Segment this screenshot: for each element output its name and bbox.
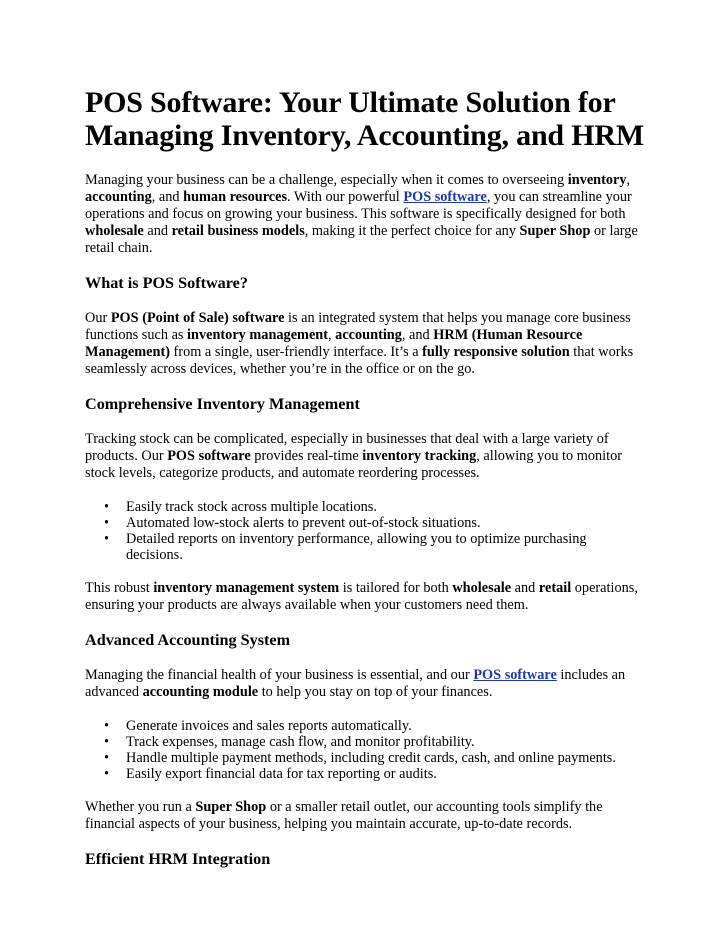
bullet-icon: • — [104, 515, 110, 531]
inventory-paragraph-1: Tracking stock can be complicated, especially in businesses that deal with a large variety of products. Our POS software provides real-time inventory tracking, allowing you to monitor stock levels, categorize products, and automate reordering processes. — [85, 431, 623, 481]
inventory-bullet-list — [85, 499, 645, 563]
bullet-icon: • — [104, 734, 110, 750]
bold-accounting: accounting — [85, 189, 152, 205]
pos-software-link[interactable]: POS software — [473, 667, 557, 683]
list-item: • Easily track stock across multiple locations. — [104, 499, 377, 515]
list-item: • Automated low-stock alerts to prevent out-of-stock situations. — [104, 515, 481, 531]
bullet-icon: • — [104, 499, 110, 515]
bold-inventory: inventory — [567, 172, 627, 188]
heading-accounting: Advanced Accounting System — [85, 631, 291, 649]
list-item: • Detailed reports on inventory performance, allowing you to optimize purchasing decisions. — [104, 531, 587, 563]
bold-wholesale: wholesale — [85, 223, 144, 239]
bullet-icon: • — [104, 766, 110, 782]
document-page — [85, 86, 645, 869]
bold-human-resources: human resources — [183, 189, 288, 205]
intro-paragraph: Managing your business can be a challenge, especially when it comes to overseeing inventory, accounting, and human resources. With our powerful POS software, you can streamline your operations and focus on growing your business. This software is specifically designed for both wholesale and retail business models, making it the perfect choice for any Super Shop or large retail chain. — [85, 172, 638, 256]
inventory-paragraph-2: This robust inventory management system is tailored for both wholesale and retail operations, ensuring your products are always available when your customers need them. — [85, 580, 638, 613]
bullet-icon: • — [104, 531, 110, 547]
heading-what-is-pos: What is POS Software? — [85, 274, 248, 292]
heading-inventory: Comprehensive Inventory Management — [85, 395, 360, 413]
accounting-paragraph-2: Whether you run a Super Shop or a smaller retail outlet, our accounting tools simplify the financial aspects of your business, helping you maintain accurate, up-to-date records. — [85, 799, 603, 832]
bold-super-shop: Super Shop — [519, 223, 591, 239]
accounting-paragraph-1: Managing the financial health of your business is essential, and our POS software includes an advanced accounting module to help you stay on top of your finances. — [85, 667, 626, 700]
list-item: • Track expenses, manage cash flow, and monitor profitability. — [104, 734, 475, 750]
list-item: • Generate invoices and sales reports automatically. — [104, 718, 412, 734]
bullet-icon: • — [104, 750, 110, 766]
list-item: • Easily export financial data for tax reporting or audits. — [104, 766, 437, 782]
list-item: • Handle multiple payment methods, including credit cards, cash, and online payments. — [104, 750, 616, 766]
page-title: POS Software: Your Ultimate Solution for Managing Inventory, Accounting, and HRM — [85, 86, 644, 152]
bold-retail-business-models: retail business models — [171, 223, 305, 239]
accounting-bullet-list — [85, 718, 645, 782]
what-paragraph: Our POS (Point of Sale) software is an integrated system that helps you manage core business functions such as inventory management, accounting, and HRM (Human Resource Management) from a single, user-friendly interface. It’s a fully responsive solution that works seamlessly across devices, whether you’re in the office or on the go. — [85, 310, 634, 377]
heading-hrm: Efficient HRM Integration — [85, 850, 271, 868]
bullet-icon: • — [104, 718, 110, 734]
pos-software-link[interactable]: POS software — [403, 189, 487, 205]
